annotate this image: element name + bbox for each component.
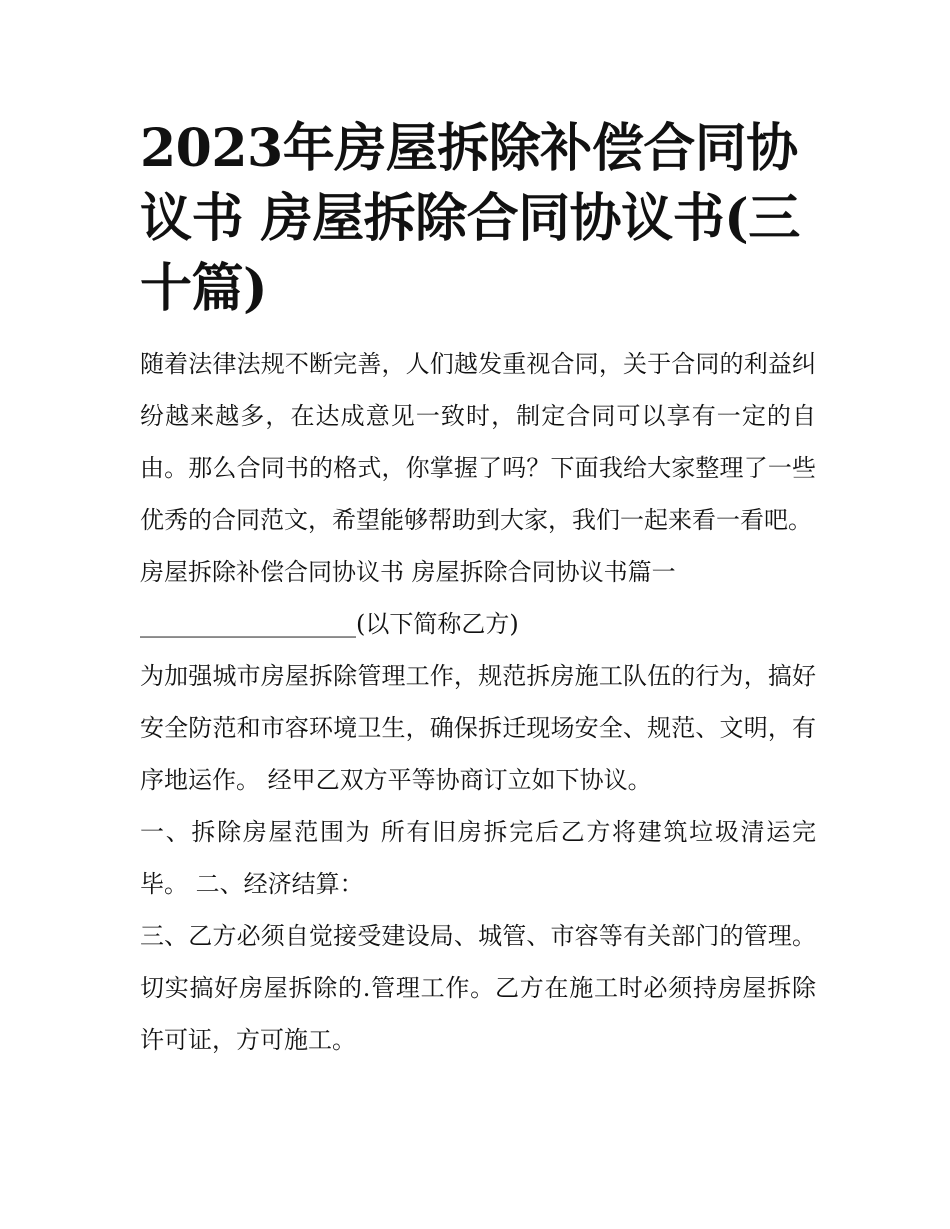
clause-three: 三、乙方必须自觉接受建设局、城管、市容等有关部门的管理。切实搞好房屋拆除的.管理工作。乙方在施工时必须持房屋拆除许可证，方可施工。: [140, 922, 816, 1054]
document-title: 2023年房屋拆除补偿合同协议书 房屋拆除合同协议书(三十篇): [140, 118, 800, 319]
clause-one-two: 一、拆除房屋范围为 所有旧房拆完后乙方将建筑垃圾清运完毕。 二、经济结算：: [140, 818, 816, 898]
document-body: [140, 114, 816, 1066]
intro-paragraph: 随着法律法规不断完善，人们越发重视合同，关于合同的利益纠纷越来越多，在达成意见一致时，制定合同可以享有一定的自由。那么合同书的格式，你掌握了吗？下面我给大家整理了一些优秀的合同范文，希望能够帮助到大家，我们一起来看一看吧。: [140, 350, 816, 534]
party-b-line: __________________(以下简称乙方): [140, 610, 519, 638]
purpose-paragraph: 为加强城市房屋拆除管理工作，规范拆房施工队伍的行为，搞好安全防范和市容环境卫生，确保拆迁现场安全、规范、文明，有序地运作。 经甲乙双方平等协商订立如下协议。: [140, 662, 816, 794]
section-heading: 房屋拆除补偿合同协议书 房屋拆除合同协议书篇一: [140, 558, 676, 586]
